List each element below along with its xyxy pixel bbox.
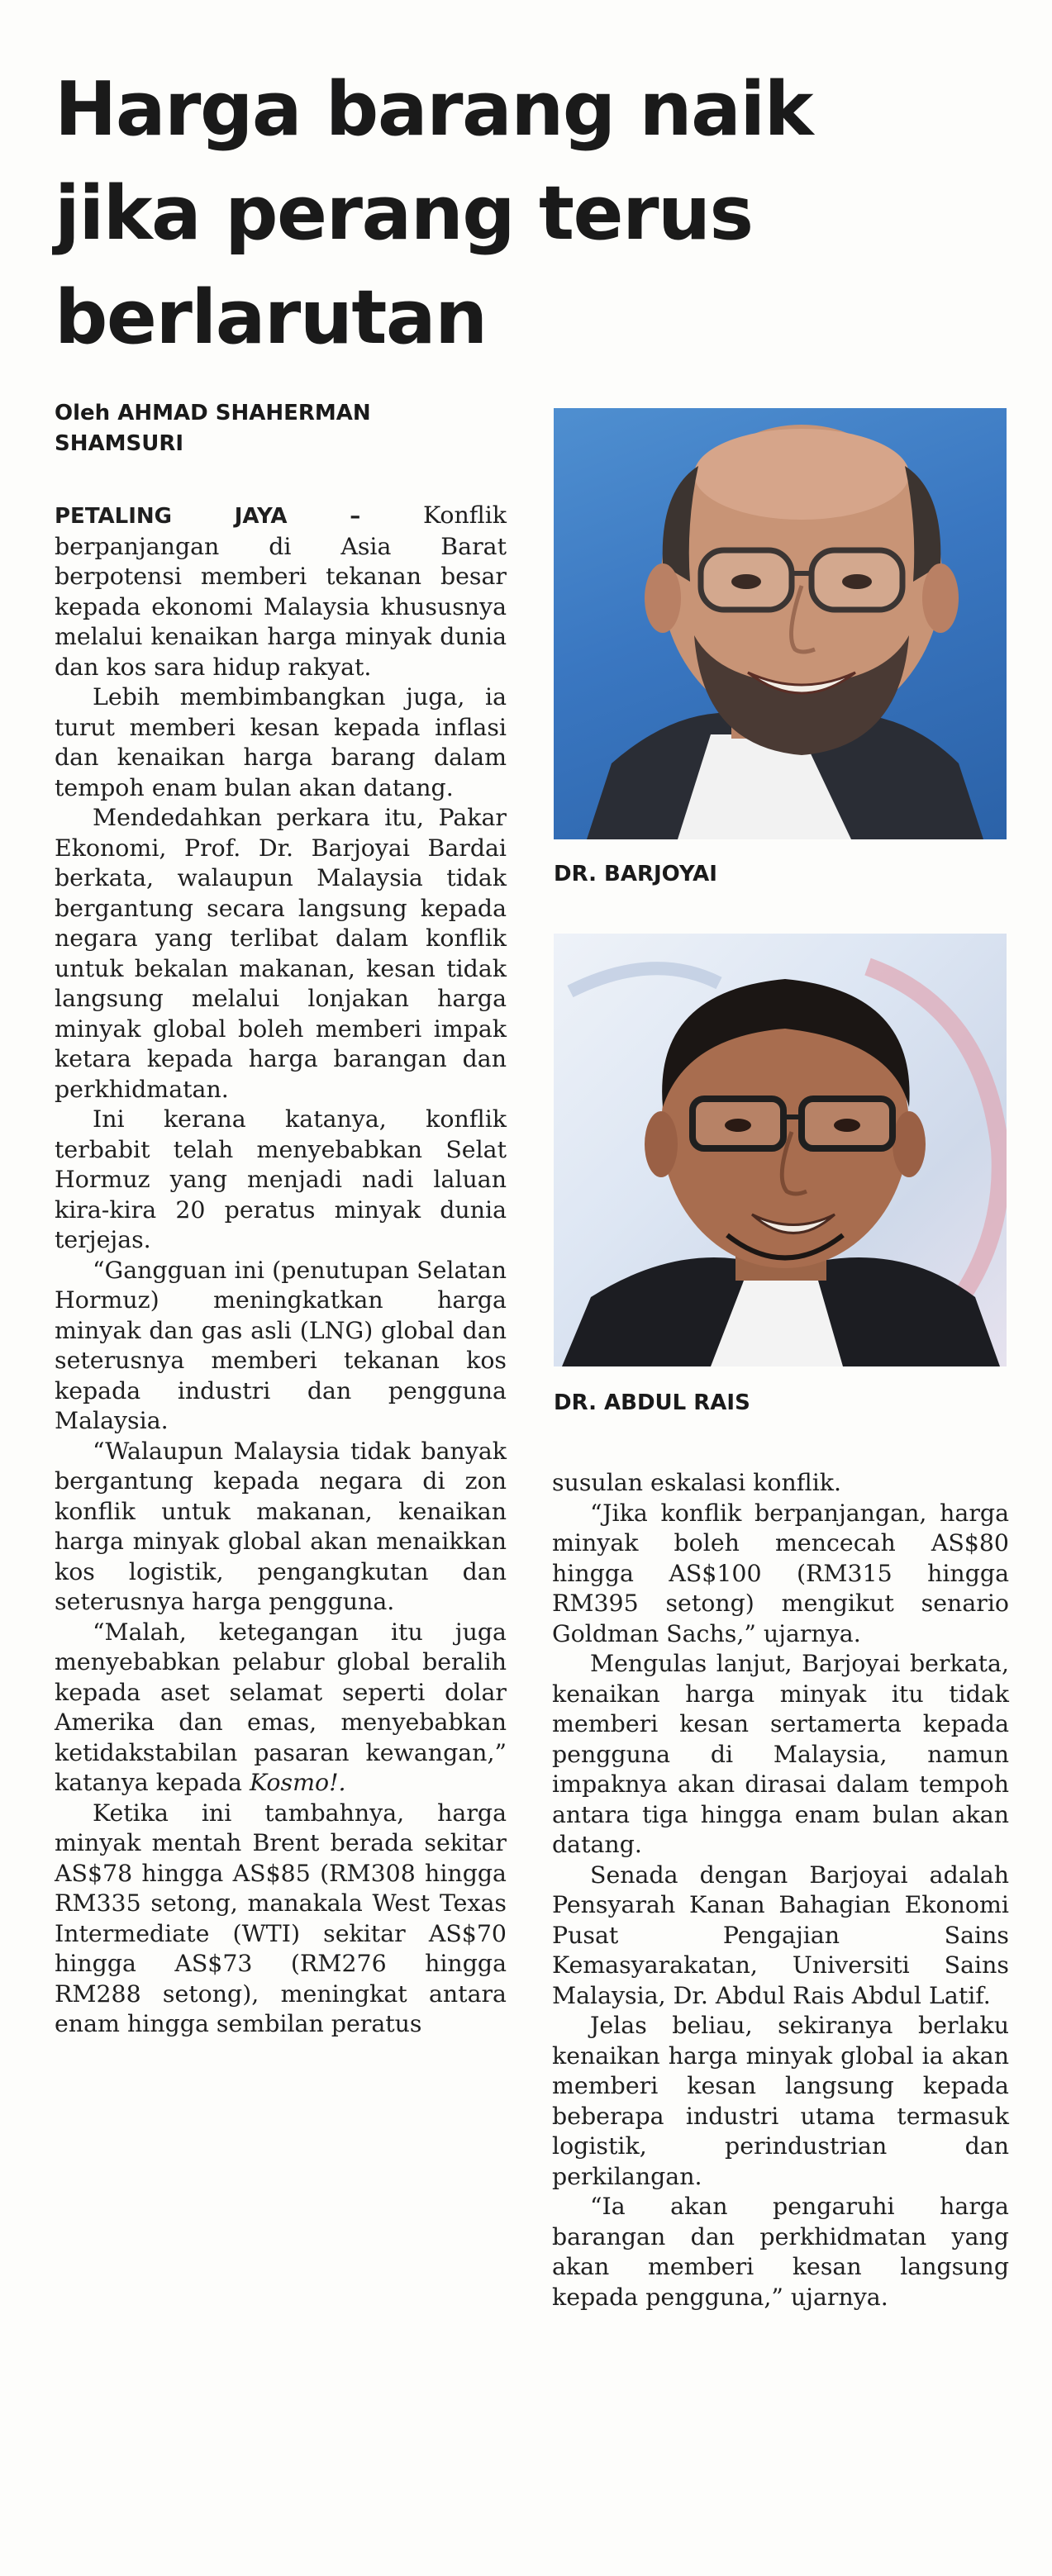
paragraph: Mendedahkan perkara itu, Pakar Ekonomi, Prof. Dr. Barjoyai Bardai berkata, walaupun Malaysia tidak bergantung secara langsung kepada negara yang terlibat dalam konflik untuk bekalan makanan, kesan tidak langsung melalui lonjakan harga minyak global boleh memberi impak ketara kepada harga barangan dan perkhidmatan. — [55, 804, 507, 1103]
paragraph: “Ia akan pengaruhi harga barangan dan perkhidmatan yang akan memberi kesan langsung kepada pengguna,” ujarnya. — [552, 2193, 1009, 2311]
headline-line-1: Harga barang naik — [55, 66, 813, 153]
article-column-2 — [552, 1468, 1009, 2312]
photo-barjoyai — [554, 408, 1007, 839]
paragraph: Lebih membimbangkan juga, ia turut memberi kesan kepada inflasi dan kenaikan harga barang dalam tempoh enam bulan akan datang. — [55, 683, 507, 801]
photo-caption-barjoyai: DR. BARJOYAI — [554, 862, 717, 886]
paragraph: Ini kerana katanya, konflik terbabit telah menyebabkan Selat Hormuz yang menjadi nadi laluan kira-kira 20 peratus minyak dunia terjejas. — [55, 1105, 507, 1253]
photo-abdul-rais — [554, 934, 1007, 1366]
paragraph: susulan eskalasi konflik. — [552, 1469, 842, 1496]
paragraph: Mengulas lanjut, Barjoyai berkata, kenaikan harga minyak itu tidak memberi kesan sertamerta kepada pengguna di Malaysia, namun impaknya akan dirasai dalam tempoh antara tiga hingga enam bulan akan datang. — [552, 1650, 1009, 1858]
article-column-1 — [55, 501, 507, 2040]
paragraph-text: “Malah, ketegangan itu juga menyebabkan pelabur global beralih kepada aset selamat seperti dolar Amerika dan emas, menyebabkan ketidakstabilan pasaran kewangan,” katanya kepada — [55, 1618, 507, 1796]
byline-name-1: AHMAD SHAHERMAN — [117, 401, 371, 425]
paragraph — [55, 501, 507, 682]
paragraph: Jelas beliau, sekiranya berlaku kenaikan harga minyak global ia akan memberi kesan langsung kepada beberapa industri utama termasuk logistik, perindustrian dan perkilangan. — [552, 2012, 1009, 2190]
photo-caption-abdul-rais: DR. ABDUL RAIS — [554, 1390, 750, 1415]
byline — [55, 398, 517, 459]
paragraph: Senada dengan Barjoyai adalah Pensyarah Kanan Bahagian Ekonomi Pusat Pengajian Sains Kemasyarakatan, Universiti Sains Malaysia, Dr. Abdul Rais Abdul Latif. — [552, 1861, 1009, 2009]
portrait-barjoyai — [554, 408, 1007, 839]
article-headline — [55, 58, 1013, 370]
paragraph — [55, 1618, 507, 1799]
dateline: PETALING JAYA – — [55, 504, 361, 529]
paragraph: “Jika konflik berpanjangan, harga minyak boleh mencecah AS$80 hingga AS$100 (RM315 hingga RM395 setong) mengikut senario Goldman Sachs,” ujarnya. — [552, 1499, 1009, 1647]
paragraph: “Walaupun Malaysia tidak banyak bergantung kepada negara di zon konflik untuk makanan, kenaikan harga minyak global akan menaikkan kos logistik, pengangkutan dan seterusnya harga pengguna. — [55, 1437, 507, 1615]
byline-prefix: Oleh — [55, 401, 111, 425]
byline-name-2: SHAMSURI — [55, 431, 184, 456]
kosmo-name: Kosmo!. — [249, 1769, 346, 1796]
paragraph: “Gangguan ini (penutupan Selatan Hormuz) meningkatkan harga minyak dan gas asli (LNG) global dan seterusnya memberi tekanan kos kepada industri dan pengguna Malaysia. — [55, 1256, 507, 1434]
portrait-abdul-rais — [554, 934, 1007, 1366]
headline-line-2: jika perang terus — [55, 170, 753, 257]
headline-line-3: berlarutan — [55, 274, 487, 361]
paragraph-text: Konflik berpanjangan di Asia Barat berpotensi memberi tekanan besar kepada ekonomi Malaysia khususnya melalui kenaikan harga minyak dunia dan kos sara hidup rakyat. — [55, 501, 507, 681]
paragraph: Ketika ini tambahnya, harga minyak mentah Brent berada sekitar AS$78 hingga AS$85 (RM308 hingga RM335 setong, manakala West Texas Intermediate (WTI) sekitar AS$70 hingga AS$73 (RM276 hingga RM288 setong), meningkat antara enam hingga sembilan peratus — [55, 1799, 507, 2037]
